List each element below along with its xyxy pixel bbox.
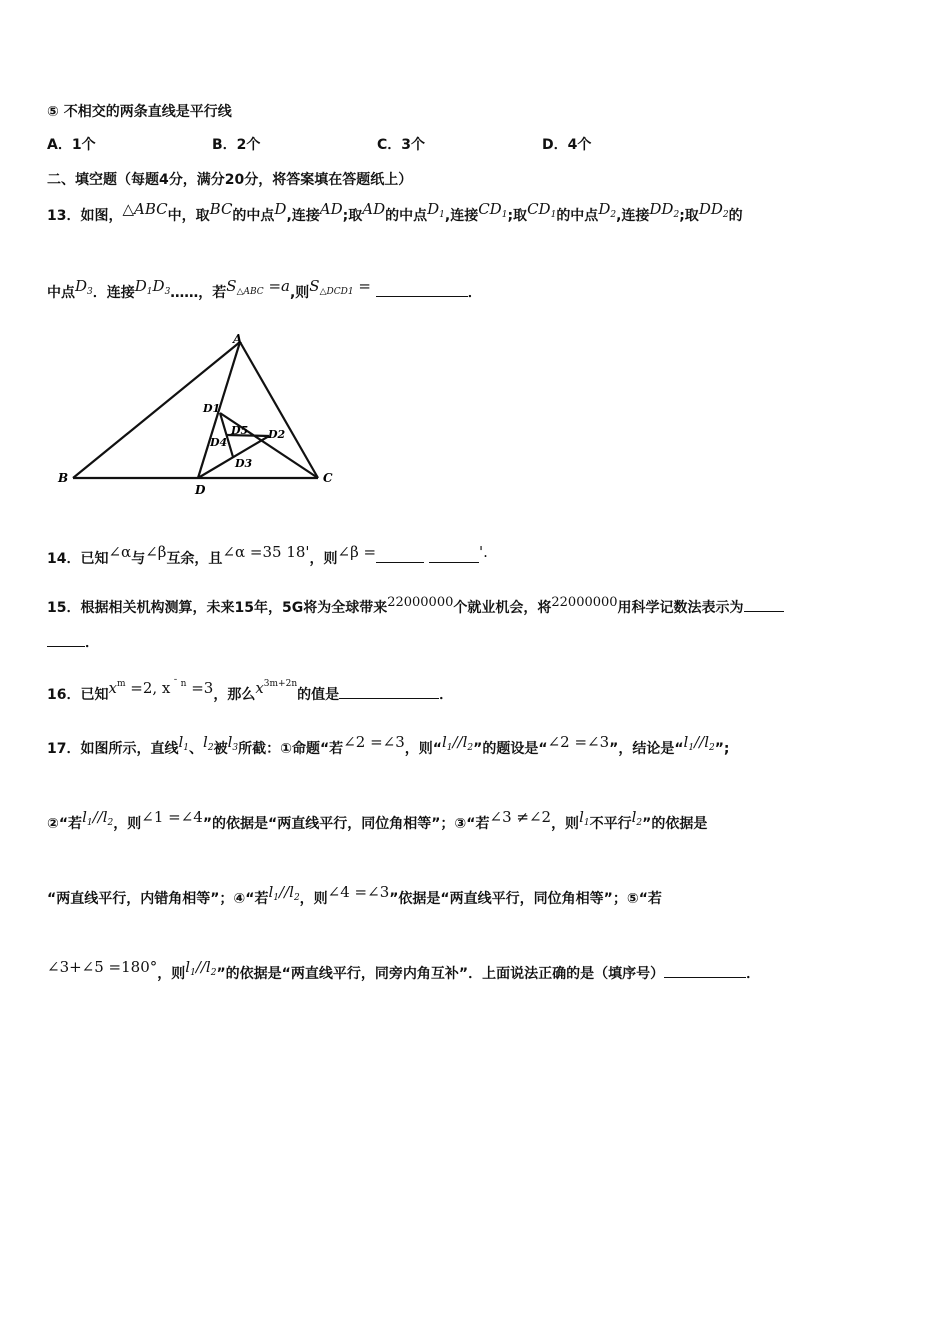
label-d5: D5 — [231, 424, 249, 437]
q14-blank-degrees — [376, 548, 424, 563]
q17-line2: ②“若$l_1//l_2$，则∠1 =∠4”的依据是“两直线平行，同位角相等”；③“若∠3 ≠∠2，则$l_1$不平行$l_2$”的依据是 — [47, 808, 708, 832]
q13-answer-blank — [376, 282, 468, 297]
q17-line1: 17．如图所示，直线$l_1$、$l_2$被$l_3$所截：①命题“若∠2 =∠3，则“$l_1//l_2$”的题设是“∠2 =∠3”，结论是“$l_1//l_2$”; — [47, 733, 730, 757]
q15-line1: 15．根据相关机构测算，未来15年，5G将为全球带来22000000个就业机会，将22000000用科学记数法表示为 — [47, 597, 784, 619]
q15-line2: ． — [47, 632, 99, 653]
label-c: C — [323, 471, 333, 485]
q12-item5: ⑤ 不相交的两条直线是平行线 — [47, 104, 232, 120]
section-title: 二、填空题（每题4分，满分20分，将答案填在答题纸上） — [47, 172, 413, 188]
option-d: D．4个 — [542, 137, 592, 153]
q15-answer-blank — [744, 597, 784, 612]
option-b: B．2个 — [212, 137, 261, 153]
q12-options — [47, 135, 591, 155]
q17-answer-blank — [664, 963, 746, 978]
q16: 16．已知$x^m =2$, x $^{ˉ n}$ =3，那么$x^{3m+2n}$的值是 ． — [47, 679, 454, 703]
label-d4: D4 — [210, 436, 228, 449]
q15-answer-blank-cont — [47, 632, 85, 647]
triangle-figure — [55, 328, 345, 500]
option-a: A．1个 — [47, 137, 96, 153]
option-c: C．3个 — [377, 137, 426, 153]
q17-line3: “两直线平行，内错角相等”；④“若$l_1//l_2$，则∠4 =∠3”依据是“两直线平行，同位角相等”；⑤“若 — [47, 883, 662, 907]
q17-line4: ∠3+∠5 =180°，则$l_1//l_2$”的依据是“两直线平行，同旁内角互补”．上面说法正确的是（填序号） ． — [47, 958, 761, 982]
label-d: D — [195, 483, 206, 497]
q14-blank-minutes — [429, 548, 479, 563]
label-d1: D1 — [203, 402, 221, 415]
q16-answer-blank — [339, 684, 439, 699]
label-a: A — [233, 332, 243, 346]
q13-line2: 中点$D_3$．连接$D_1D_3\dots\dots$，若$S_{\triangle ABC} =a$,则$S_{\triangle DCD1}$ = ． — [47, 277, 482, 301]
q13-line1: 13．如图，△ABC中，取BC的中点D,连接AD;取AD的中点$D_1$,连接$CD_1$;取$CD_1$的中点$D_2$,连接$DD_2$;取$DD_2$的 — [47, 200, 743, 224]
label-d2: D2 — [268, 428, 286, 441]
label-b: B — [58, 471, 69, 485]
label-d3: D3 — [235, 457, 253, 470]
q14: 14．已知∠α与∠β互余，且∠α =35 18'，则∠β = '. — [47, 543, 488, 567]
